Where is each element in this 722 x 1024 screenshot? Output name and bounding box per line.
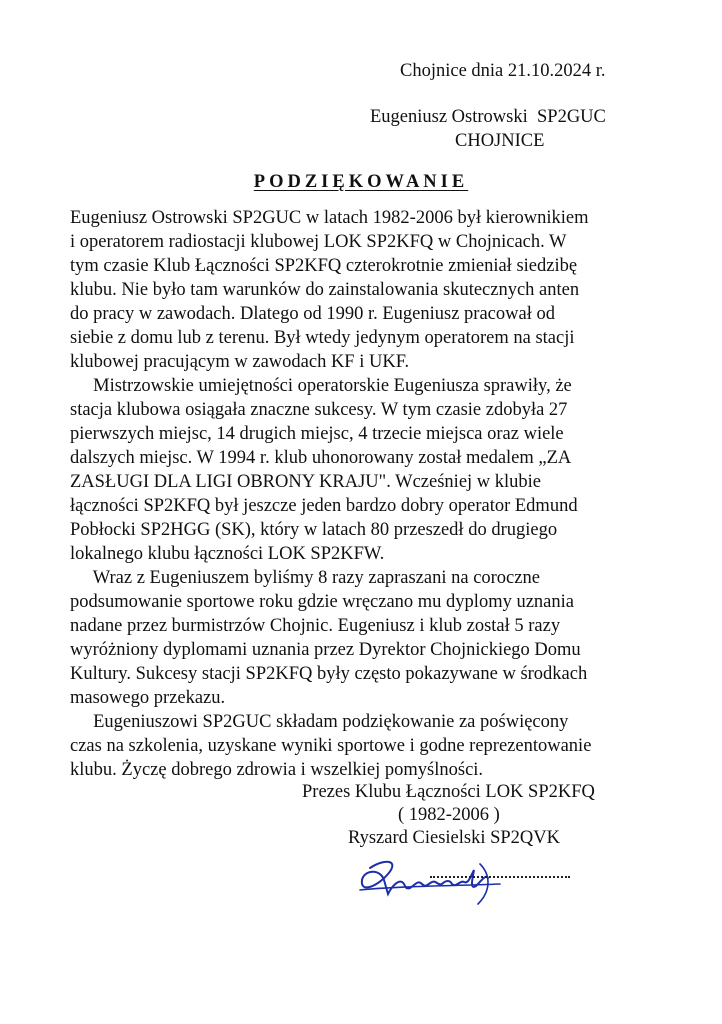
body-line: pierwszych miejsc, 14 drugich miejsc, 4 trzecie miejsca oraz wiele [70,424,564,444]
place-date: Chojnice dnia 21.10.2024 r. [400,61,606,81]
body-line: łączności SP2KFQ był jeszcze jeden bardzo dobry operator Edmund [70,496,578,516]
body-line: siebie z domu lub z terenu. Był wtedy jedynym operatorem na stacji [70,328,575,348]
body-line: ZASŁUGI DLA LIGI OBRONY KRAJU". Wcześniej w klubie [70,472,542,492]
body-line: klubu. Życzę dobrego zdrowia i wszelkiej pomyślności. [70,760,484,780]
body-line: Kultury. Sukcesy stacji SP2KFQ były często pokazywane w środkach [70,664,588,684]
body-line: klubu. Nie było tam warunków do zainstalowania skutecznych anten [70,280,580,300]
body-line: masowego przekazu. [70,688,226,708]
body-line: stacja klubowa osiągała znaczne sukcesy. W tym czasie zdobyła 27 [70,400,568,420]
body-line: podsumowanie sportowe roku gdzie wręczano mu dyplomy uznania [70,592,574,612]
document-title: PODZIĘKOWANIE [253,172,469,192]
body-line: wyróżniony dyplomami uznania przez Dyrektor Chojnickiego Domu [70,640,581,660]
recipient-city: CHOJNICE [455,131,545,151]
body-line: i operatorem radiostacji klubowej LOK SP2KFQ w Chojnicach. W [70,232,567,252]
body-line: Pobłocki SP2HGG (SK), który w latach 80 przeszedł do drugiego [70,520,558,540]
signatory-title: Prezes Klubu Łączności LOK SP2KFQ [302,782,595,802]
signature-line [430,876,570,878]
body-line: klubowej pracującym w zawodach KF i UKF. [70,352,410,372]
body-line: dalszych miejsc. W 1994 r. klub uhonorowany został medalem „ZA [70,448,572,468]
body-line: lokalnego klubu łączności LOK SP2KFW. [70,544,385,564]
recipient-name: Eugeniusz Ostrowski SP2GUC [370,107,606,127]
body-line: Eugeniusz Ostrowski SP2GUC w latach 1982-2006 był kierownikiem [70,208,589,228]
body-line: tym czasie Klub Łączności SP2KFQ czterokrotnie zmieniał siedzibę [70,256,578,276]
body-line: czas na szkolenia, uzyskane wyniki sportowe i godne reprezentowanie [70,736,592,756]
body-line: Mistrzowskie umiejętności operatorskie Eugeniusza sprawiły, że [70,376,572,396]
signatory-name: Ryszard Ciesielski SP2QVK [348,828,561,848]
body-line: nadane przez burmistrzów Chojnic. Eugeniusz i klub został 5 razy [70,616,561,636]
handwritten-signature [340,850,580,920]
body-line: Eugeniuszowi SP2GUC składam podziękowanie za poświęcony [70,712,569,732]
signatory-years: ( 1982-2006 ) [398,805,500,825]
body-line: do pracy w zawodach. Dlatego od 1990 r. Eugeniusz pracował od [70,304,555,324]
body-line: Wraz z Eugeniuszem byliśmy 8 razy zapraszani na coroczne [70,568,540,588]
